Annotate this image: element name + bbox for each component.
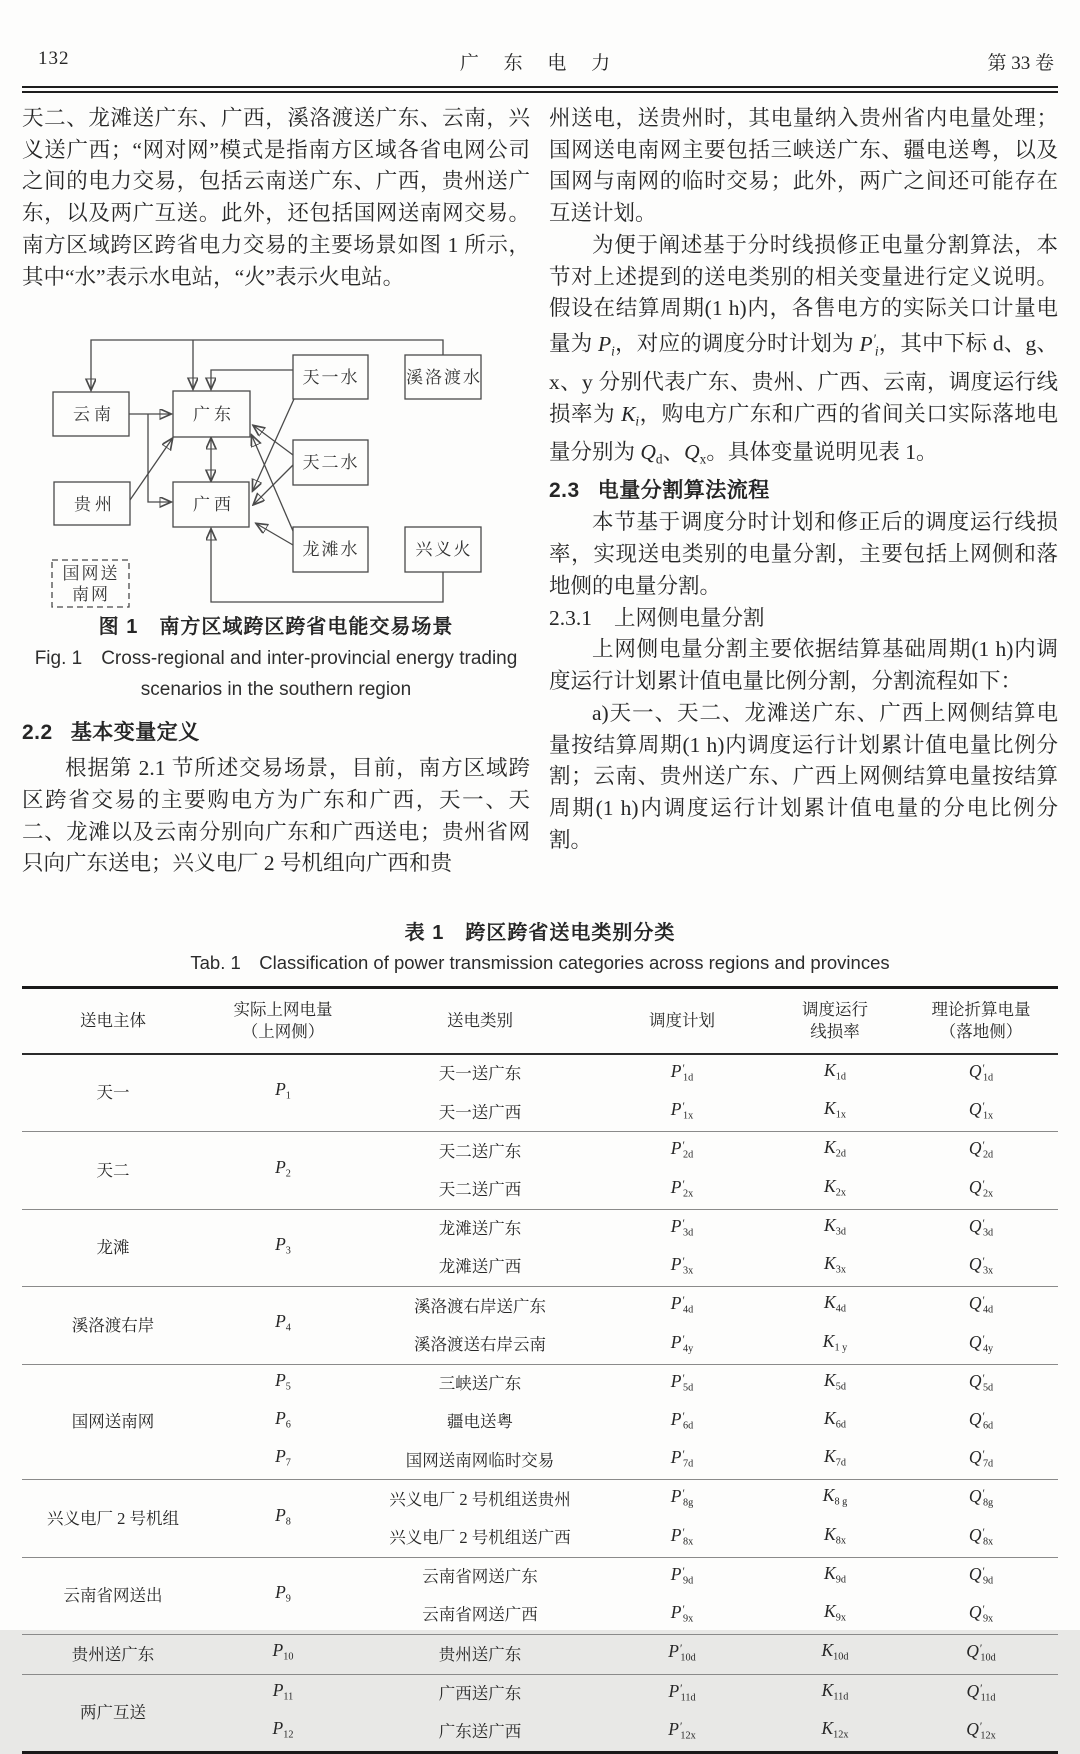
svg-text:兴义火: 兴义火	[415, 540, 473, 560]
paragraph: 天二、龙滩送广东、广西，溪洛渡送广东、云南，兴义送广西；“网对网”模式是指南方区域各省电网公司之间的电力交易，包括云南送广东、广西，贵州送广东，以及两广互送。此外，还包括国网送南网交易。南方区域跨区跨省电力交易的主要场景如图 1 所示，其中“水”表示水电站，“火”表示火电站。	[22, 106, 530, 289]
table-header-row	[22, 988, 1058, 1055]
paragraph: a)天一、天二、龙滩送广东、广西上网侧结算电量按结算周期(1 h)内调度运行计划累计值电量比例分割；云南、贵州送广东、广西上网侧结算电量按结算周期(1 h)内调度运行计划累计值电量的分电比例分割。	[549, 700, 1058, 852]
theoretical-power-cell: $Q'_{5d}$	[904, 1364, 1058, 1403]
svg-text:南网: 南网	[72, 585, 110, 605]
table-1	[22, 986, 1058, 1754]
section-heading-2-2	[22, 717, 530, 749]
node-guangdong	[173, 391, 250, 437]
right-column	[549, 103, 1058, 856]
paragraph: 为便于阐述基于分时线损修正电量分割算法，本节对上述提到的送电类别的相关变量进行定义说明。假设在结算周期(1 h)内，各售电方的实际关口计量电量为 $P_i$，对应的调度分时计划为 $P'_i$，其中下标 d、g、x、y 分别代表广东、贵州、广西、云南，调度运行线损率为 $K_i$，购电方广东和广西的省间关口实际落地电量分别为 $Q_d$、$Q_x$。具体变量说明见表 1。	[549, 232, 1058, 467]
category-cell: 贵州送广东	[362, 1635, 598, 1674]
dispatch-plan-cell: $P'_{9x}$	[670, 1602, 694, 1625]
actual-power-cell: $P_9$	[204, 1557, 362, 1634]
subject-cell: 两广互送	[22, 1674, 204, 1752]
line-loss-cell: $K_{1d}$	[824, 1060, 846, 1083]
line-loss-cell: $K_{8x}$	[824, 1523, 846, 1547]
line-loss-cell: $K_{1x}$	[824, 1098, 846, 1121]
category-cell: 广东送广西	[438, 1722, 522, 1742]
volume-label: 第 33 卷	[987, 53, 1054, 74]
theoretical-power-cell: $Q'_{11d}$	[904, 1674, 1058, 1713]
svg-text:广东: 广东	[193, 405, 235, 425]
actual-power-cell: $P_4$	[204, 1287, 362, 1364]
page-number: 132	[38, 48, 70, 69]
category-cell: 天二送广东	[362, 1132, 598, 1171]
table-row	[22, 1054, 1058, 1093]
subject-cell: 云南省网送出	[22, 1557, 204, 1634]
table-row	[22, 1480, 1058, 1519]
category-cell: 国网送南网临时交易	[405, 1450, 555, 1470]
dispatch-plan-cell: $P'_{1x}$	[670, 1099, 694, 1122]
line-loss-cell: $K_{12x}$	[821, 1717, 849, 1741]
svg-text:溪洛渡水: 溪洛渡水	[406, 368, 482, 388]
col-header-loss: 调度运行 线损率	[766, 988, 904, 1055]
table-1-block	[22, 918, 1058, 1754]
actual-power-cell: $P_2$	[204, 1132, 362, 1209]
table-title-zh: 表 1 跨区跨省送电类别分类	[404, 922, 676, 944]
category-cell: 云南省网送广西	[422, 1605, 538, 1625]
line-loss-cell: $K_{7d}$	[824, 1446, 846, 1469]
line-loss-cell: $K_{2d}$	[766, 1132, 904, 1171]
dispatch-plan-cell: $P'_{11d}$	[598, 1674, 766, 1713]
node-xingyi-thermal	[405, 527, 481, 572]
col-header-plan: 调度计划	[598, 988, 766, 1055]
dispatch-plan-cell: $P'_{2x}$	[670, 1176, 694, 1200]
journal-title: 广 东 电 力	[459, 53, 621, 74]
theoretical-power-cell: $Q'_{9x}$	[968, 1602, 994, 1625]
table-row	[22, 1209, 1058, 1248]
dispatch-plan-cell: $P'_{3d}$	[598, 1209, 766, 1248]
actual-power-cell: $P_7$	[275, 1446, 291, 1469]
node-yunnan	[53, 392, 129, 436]
paragraph: 州送电，送贵州时，其电量纳入贵州省内电量处理；国网送电南网主要包括三峡送广东、疆电送粤，以及国网与南网的临时交易；此外，两广之间还可能存在互送计划。	[549, 106, 1058, 226]
category-cell: 三峡送广东	[362, 1364, 598, 1403]
theoretical-power-cell: $Q'_{7d}$	[968, 1447, 994, 1470]
theoretical-power-cell: $Q'_{8x}$	[968, 1524, 994, 1548]
category-cell: 天一送广西	[438, 1102, 522, 1122]
category-cell: 溪洛渡送右岸云南	[414, 1334, 546, 1354]
actual-power-cell: $P_5$	[204, 1364, 362, 1403]
category-cell: 龙滩送广西	[438, 1257, 522, 1277]
paragraph: 上网侧电量分割主要依据结算基础周期(1 h)内调度运行计划累计值电量比例分割，分割流程如下：	[549, 637, 1058, 694]
figure-caption-en-line2: scenarios in the southern region	[140, 679, 412, 701]
category-cell: 龙滩送广东	[362, 1209, 598, 1248]
category-cell: 疆电送粤	[447, 1412, 513, 1432]
paragraph: 根据第 2.1 节所述交易场景，目前，南方区域跨区跨省交易的主要购电方为广东和广西，天一、天二、龙滩以及云南分别向广东和广西送电；贵州省网只向广东送电；兴义电厂 2 号机组向广西和贵	[22, 756, 530, 876]
theoretical-power-cell: $Q'_{3d}$	[904, 1209, 1058, 1248]
category-cell: 天二送广西	[438, 1179, 522, 1199]
col-header-theory: 理论折算电量 （落地侧）	[904, 988, 1058, 1055]
paragraph: 本节基于调度分时计划和修正后的调度运行线损率，实现送电类别的电量分割，主要包括上网侧和落地侧的电量分割。	[549, 510, 1058, 598]
section-number: 2.3	[549, 479, 580, 503]
node-tianer-hydro	[293, 440, 368, 485]
node-tianyi-hydro	[293, 355, 368, 399]
line-loss-cell: $K_{9d}$	[766, 1557, 904, 1596]
dispatch-plan-cell: $P'_{2d}$	[598, 1132, 766, 1171]
node-guizhou	[54, 482, 130, 525]
line-loss-cell: $K_{8 g}$	[766, 1480, 904, 1519]
dispatch-plan-cell: $P'_{1d}$	[670, 1061, 694, 1084]
figure-caption-zh: 图 1 南方区域跨区跨省电能交易场景	[98, 616, 454, 639]
figure-1-diagram	[28, 319, 512, 611]
dispatch-plan-cell: $P'_{8x}$	[670, 1524, 694, 1548]
svg-text:广西: 广西	[193, 495, 235, 515]
section-heading-2-3-1	[549, 602, 1058, 634]
line-loss-cell: $K_{5d}$	[766, 1364, 904, 1403]
category-cell: 兴义电厂 2 号机组送贵州	[362, 1480, 598, 1519]
theoretical-power-cell: $Q'_{8g}$	[904, 1480, 1058, 1519]
line-loss-cell: $K_{6d}$	[824, 1407, 846, 1431]
line-loss-cell: $K_{11d}$	[766, 1674, 904, 1713]
subject-cell: 龙滩	[22, 1209, 204, 1286]
dispatch-plan-cell: $P'_{4y}$	[670, 1331, 694, 1355]
subject-cell: 天二	[22, 1132, 204, 1209]
col-header-subject: 送电主体	[22, 988, 204, 1055]
node-guangxi	[173, 482, 249, 527]
line-loss-cell: $K_{2x}$	[824, 1175, 846, 1199]
category-cell: 天一送广东	[438, 1064, 522, 1084]
dispatch-plan-cell: $P'_{8g}$	[598, 1480, 766, 1519]
theoretical-power-cell: $Q'_{6d}$	[968, 1409, 994, 1432]
svg-text:国网送: 国网送	[62, 564, 120, 584]
section-title: 基本变量定义	[70, 721, 200, 745]
table-row	[22, 1674, 1058, 1713]
dispatch-plan-cell: $P'_{3x}$	[670, 1254, 694, 1277]
subject-cell: 国网送南网	[22, 1364, 204, 1480]
category-cell: 兴义电厂 2 号机组送广西	[389, 1527, 571, 1547]
node-longtan-hydro	[293, 527, 368, 572]
line-loss-cell: $K_{3x}$	[824, 1253, 846, 1276]
svg-text:龙滩水: 龙滩水	[302, 540, 360, 560]
dispatch-plan-cell: $P'_{4d}$	[598, 1287, 766, 1326]
col-header-category: 送电类别	[362, 988, 598, 1055]
section-heading-2-3	[549, 475, 1058, 507]
dispatch-plan-cell: $P'_{9d}$	[598, 1557, 766, 1596]
dispatch-plan-cell: $P'_{6d}$	[670, 1409, 694, 1432]
section-number: 2.3.1	[549, 606, 592, 631]
table-body	[22, 1054, 1058, 1752]
theoretical-power-cell: $Q'_{4y}$	[968, 1331, 994, 1355]
line-loss-cell: $K_{10d}$	[766, 1635, 904, 1674]
subject-cell: 天一	[96, 1083, 130, 1103]
actual-power-cell: $P_{10}$	[204, 1635, 362, 1674]
dispatch-plan-cell: $P'_{12x}$	[668, 1718, 696, 1742]
theoretical-power-cell: $Q'_{1d}$	[968, 1061, 994, 1084]
svg-text:天一水: 天一水	[302, 368, 360, 388]
theoretical-power-cell: $Q'_{4d}$	[904, 1287, 1058, 1326]
subject-cell: 兴义电厂 2 号机组	[22, 1480, 204, 1557]
figure-caption-en-line1: Fig. 1 Cross-regional and inter-provincial energy trading	[34, 648, 518, 670]
table-row	[22, 1635, 1058, 1674]
actual-power-cell: $P_{12}$	[272, 1717, 294, 1741]
actual-power-cell: $P_3$	[204, 1209, 362, 1286]
table-row	[22, 1287, 1058, 1326]
dispatch-plan-cell: $P'_{7d}$	[670, 1447, 694, 1470]
table-row	[22, 1364, 1058, 1403]
svg-text:天二水: 天二水	[302, 453, 360, 473]
actual-power-cell: $P_6$	[275, 1407, 291, 1431]
subject-cell: 贵州送广东	[22, 1635, 204, 1674]
node-stategrid-to-southerngrid	[52, 560, 129, 607]
line-loss-cell: $K_{9x}$	[824, 1601, 846, 1624]
line-loss-cell: $K_{3d}$	[766, 1209, 904, 1248]
theoretical-power-cell: $Q'_{3x}$	[968, 1254, 994, 1277]
table-row	[22, 1132, 1058, 1171]
theoretical-power-cell: $Q'_{1x}$	[968, 1099, 994, 1122]
theoretical-power-cell: $Q'_{2x}$	[968, 1176, 994, 1200]
theoretical-power-cell: $Q'_{2d}$	[904, 1132, 1058, 1171]
dispatch-plan-cell: $P'_{10d}$	[598, 1635, 766, 1674]
section-title: 电量分割算法流程	[597, 479, 770, 503]
node-xiluodu-hydro	[405, 355, 482, 399]
actual-power-cell: $P_{11}$	[204, 1674, 362, 1713]
category-cell: 广西送广东	[362, 1674, 598, 1713]
category-cell: 溪洛渡右岸送广东	[362, 1287, 598, 1326]
theoretical-power-cell: $Q'_{9d}$	[904, 1557, 1058, 1596]
table-title-en: Tab. 1 Classification of power transmission categories across regions and provinces	[190, 952, 890, 973]
svg-text:贵州: 贵州	[74, 495, 116, 515]
table-row	[22, 1557, 1058, 1596]
subject-cell: 溪洛渡右岸	[22, 1287, 204, 1364]
theoretical-power-cell: $Q'_{12x}$	[966, 1718, 996, 1742]
svg-text:云南: 云南	[73, 405, 115, 425]
theoretical-power-cell: $Q'_{10d}$	[904, 1635, 1058, 1674]
header-double-rule	[22, 86, 1058, 93]
actual-power-cell: $P_8$	[204, 1480, 362, 1557]
actual-power-cell: $P_1$	[275, 1079, 291, 1102]
col-header-actual: 实际上网电量 （上网侧）	[204, 988, 362, 1055]
line-loss-cell: $K_{4d}$	[766, 1287, 904, 1326]
left-column	[22, 103, 530, 880]
section-number: 2.2	[22, 721, 53, 745]
line-loss-cell: $K_{1 y}$	[822, 1330, 848, 1354]
section-title: 上网侧电量分割	[614, 606, 765, 631]
running-head	[22, 46, 1058, 76]
category-cell: 云南省网送广东	[362, 1557, 598, 1596]
dispatch-plan-cell: $P'_{5d}$	[598, 1364, 766, 1403]
